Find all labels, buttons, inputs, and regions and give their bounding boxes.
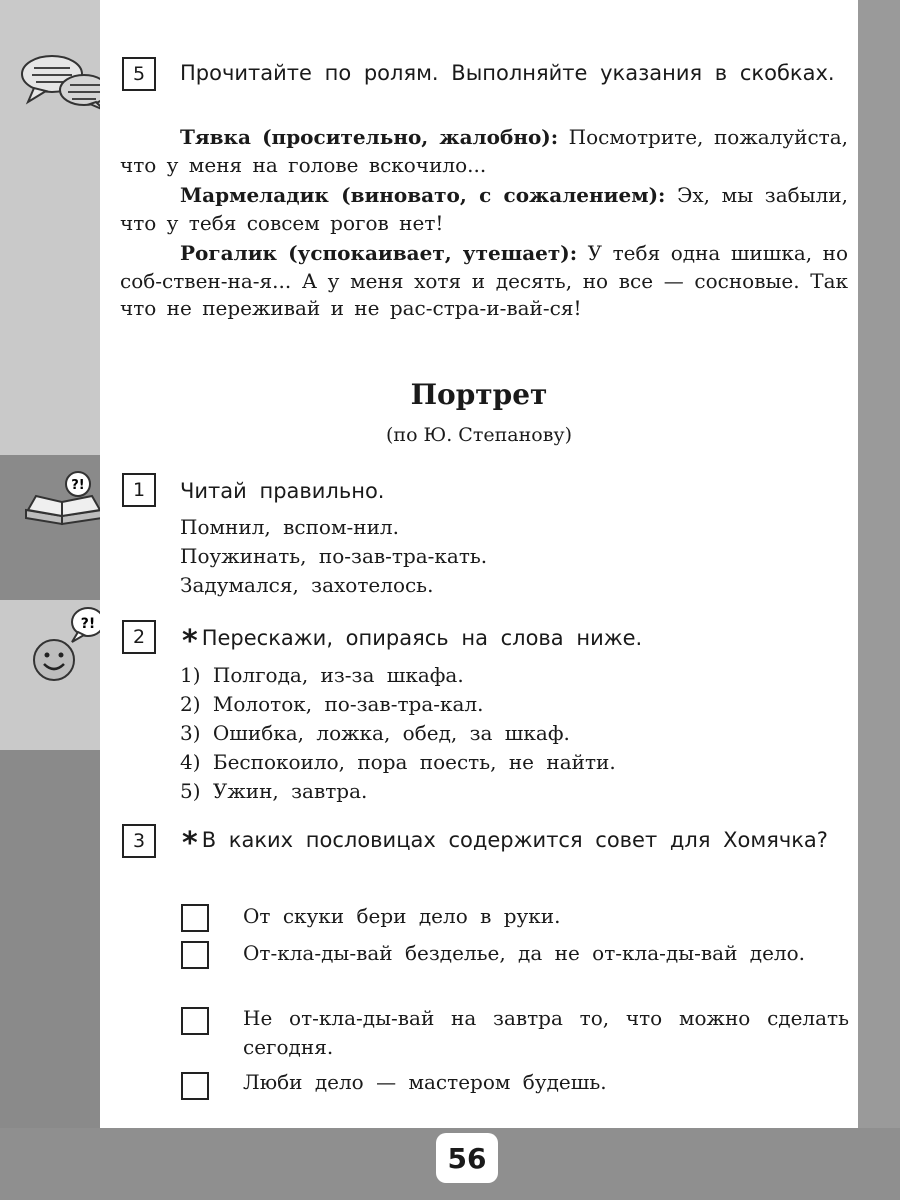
list-item: 3) Ошибка, ложка, обед, за шкаф. [180,721,570,745]
proverb-checkbox-2[interactable] [181,941,209,969]
task1-line: Задумался, захотелось. [180,573,434,597]
task2-instruction-row [182,624,643,659]
story-subtitle: (по Ю. Степанову) [386,424,572,446]
right-margin-bar [858,0,900,1200]
proverb-3: Не от-кла-ды-вай на завтра то, что можно сделать сегодня. [243,1006,849,1059]
proverb-4: Люби дело — мастером будешь. [243,1070,607,1094]
task3-instruction-row [182,826,848,861]
speaker-name: Рогалик (успокаивает, утешает): [180,241,578,265]
list-item: 4) Беспокоило, пора поесть, не найти. [180,750,616,774]
list-item: 2) Молоток, по-зав-тра-кал. [180,692,484,716]
dialog-line-rogalik [120,240,848,323]
smiley-icon [26,604,110,684]
dialog-line-tyavka [120,124,848,179]
proverb-checkbox-1[interactable] [181,904,209,932]
story-title: Портрет [410,378,548,411]
speaker-text: Эх, мы забыли, что у тебя совсем рогов нет! [120,183,848,235]
speaker-text: У тебя одна шишка, но соб-ствен-на-я... А у меня хотя и десять, но все — сосновые. Так что не переживай и не рас-стра-и-вай-ся! [120,241,848,320]
speaker-name: Мармеладик (виновато, с сожалением): [180,183,666,207]
task1-instruction: Читай правильно. [180,479,385,503]
list-item: 1) Полгода, из-за шкафа. [180,663,464,687]
task1-line: Помнил, вспом-нил. [180,515,399,539]
task-number-3: 3 [122,824,156,858]
star-icon: * [182,826,198,861]
svg-text:?!: ?! [80,616,96,632]
open-book-icon [22,470,106,528]
dialog-line-marmeladik [120,182,848,237]
task-number-2: 2 [122,620,156,654]
task1-lines [180,514,487,601]
star-icon: * [182,624,198,659]
task1-line: Поужинать, по-зав-тра-кать. [180,544,488,568]
left-margin-bar [0,0,100,1200]
speaker-text: Посмотрите, пожалуйста, что у меня на голове вскочило... [120,125,848,177]
svg-text:?!: ?! [71,478,85,493]
speaker-name: Тявка (просительно, жалобно): [180,125,559,149]
speech-bubbles-icon [18,52,110,112]
task2-list [180,662,616,807]
proverb-2: От-кла-ды-вай безделье, да не от-кла-ды-вай дело. [243,941,806,965]
proverb-1: От скуки бери дело в руки. [243,904,561,928]
task-number-1: 1 [122,473,156,507]
list-item: 5) Ужин, завтра. [180,779,368,803]
task2-instruction: Перескажи, опираясь на слова ниже. [201,626,643,650]
page-number: 56 [436,1133,498,1183]
proverb-checkbox-3[interactable] [181,1007,209,1035]
task5-dialog [120,124,848,326]
task3-instruction: В каких пословицах содержится совет для Хомячка? [201,828,828,852]
task-number-5: 5 [122,57,156,91]
task5-instruction: Прочитайте по ролям. Выполняйте указания в скобках. [180,61,835,85]
proverb-checkbox-4[interactable] [181,1072,209,1100]
